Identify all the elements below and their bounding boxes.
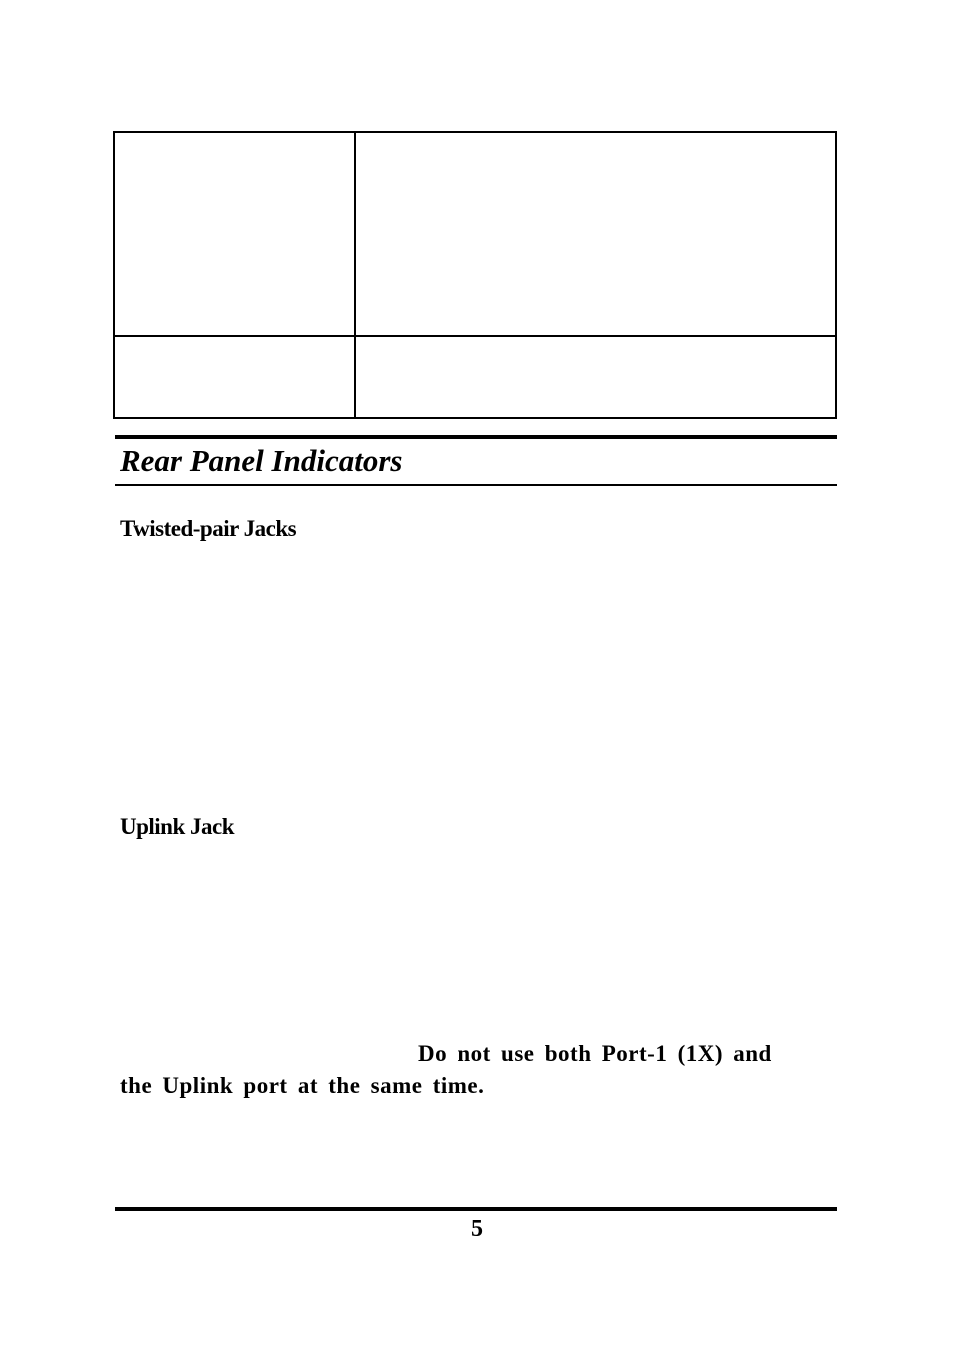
section-bottom-rule	[115, 484, 837, 486]
section-title: Rear Panel Indicators	[120, 443, 403, 478]
table-column-divider	[354, 133, 356, 417]
info-table	[113, 131, 837, 419]
section-top-rule	[115, 435, 837, 439]
table-row-divider	[115, 335, 835, 337]
note-line-2: the Uplink port at the same time.	[120, 1073, 485, 1098]
page-number: 5	[471, 1216, 483, 1242]
footer-rule	[115, 1207, 837, 1211]
uplink-heading: Uplink Jack	[120, 814, 235, 839]
note-line-1: Do not use both Port-1 (1X) and	[418, 1041, 772, 1066]
twisted-pair-heading: Twisted-pair Jacks	[120, 516, 297, 541]
